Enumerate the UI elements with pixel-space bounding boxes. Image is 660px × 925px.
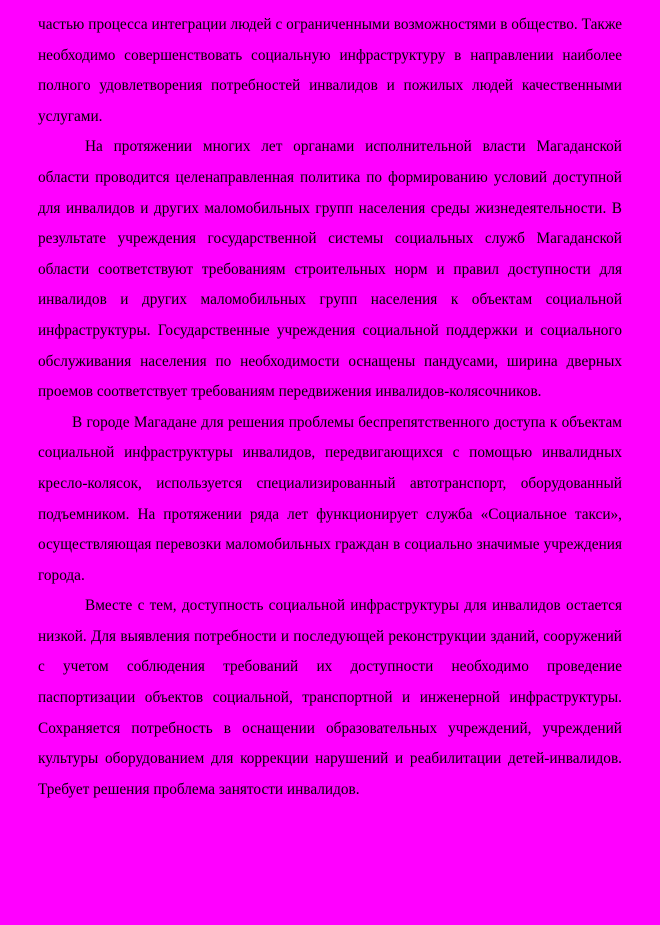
paragraph-magadan-transport: В городе Магадане для решения проблемы беспрепятственного доступа к объектам социальной инфраструктуры инвалидов, передвигающихся с помощью инвалидных кресло-колясок, используется специализированный автотранспорт, оборудованный подъемником. На протяжении ряда лет функционирует служба «Социальное такси», осуществляющая перевозки маломобильных граждан в социально значимые учреждения города.	[38, 413, 622, 584]
paragraph-regional-policy: На протяжении многих лет органами исполнительной власти Магаданской области проводится целенаправленная политика по формированию условий доступной для инвалидов и других маломобильных групп населения среды жизнедеятельности. В результате учреждения государственной системы социальных служб Магаданской области соответствуют требованиям строительных норм и правил доступности для инвалидов и других маломобильных групп населения к объектам социальной инфраструктуры. Государственные учреждения социальной поддержки и социального обслуживания населения по необходимости оснащены пандусами, ширина дверных проемов соответствует требованиям передвижения инвалидов-колясочников.	[38, 138, 622, 401]
document-page	[38, 10, 622, 805]
paragraph-integration: частью процесса интеграции людей с ограниченными возможностями в общество. Также необходимо совершенствовать социальную инфраструктуру в направлении наиболее полного удовлетворения потребностей инвалидов и пожилых людей качественными услугами.	[38, 16, 622, 125]
paragraph-accessibility-issues: Вместе с тем, доступность социальной инфраструктуры для инвалидов остается низкой. Для выявления потребности и последующей реконструкции зданий, сооружений с учетом соблюдения требований их доступности необходимо проведение паспортизации объектов социальной, транспортной и инженерной инфраструктуры. Сохраняется потребность в оснащении образовательных учреждений, учреждений культуры оборудованием для коррекции нарушений и реабилитации детей-инвалидов. Требует решения проблема занятости инвалидов.	[38, 597, 622, 798]
